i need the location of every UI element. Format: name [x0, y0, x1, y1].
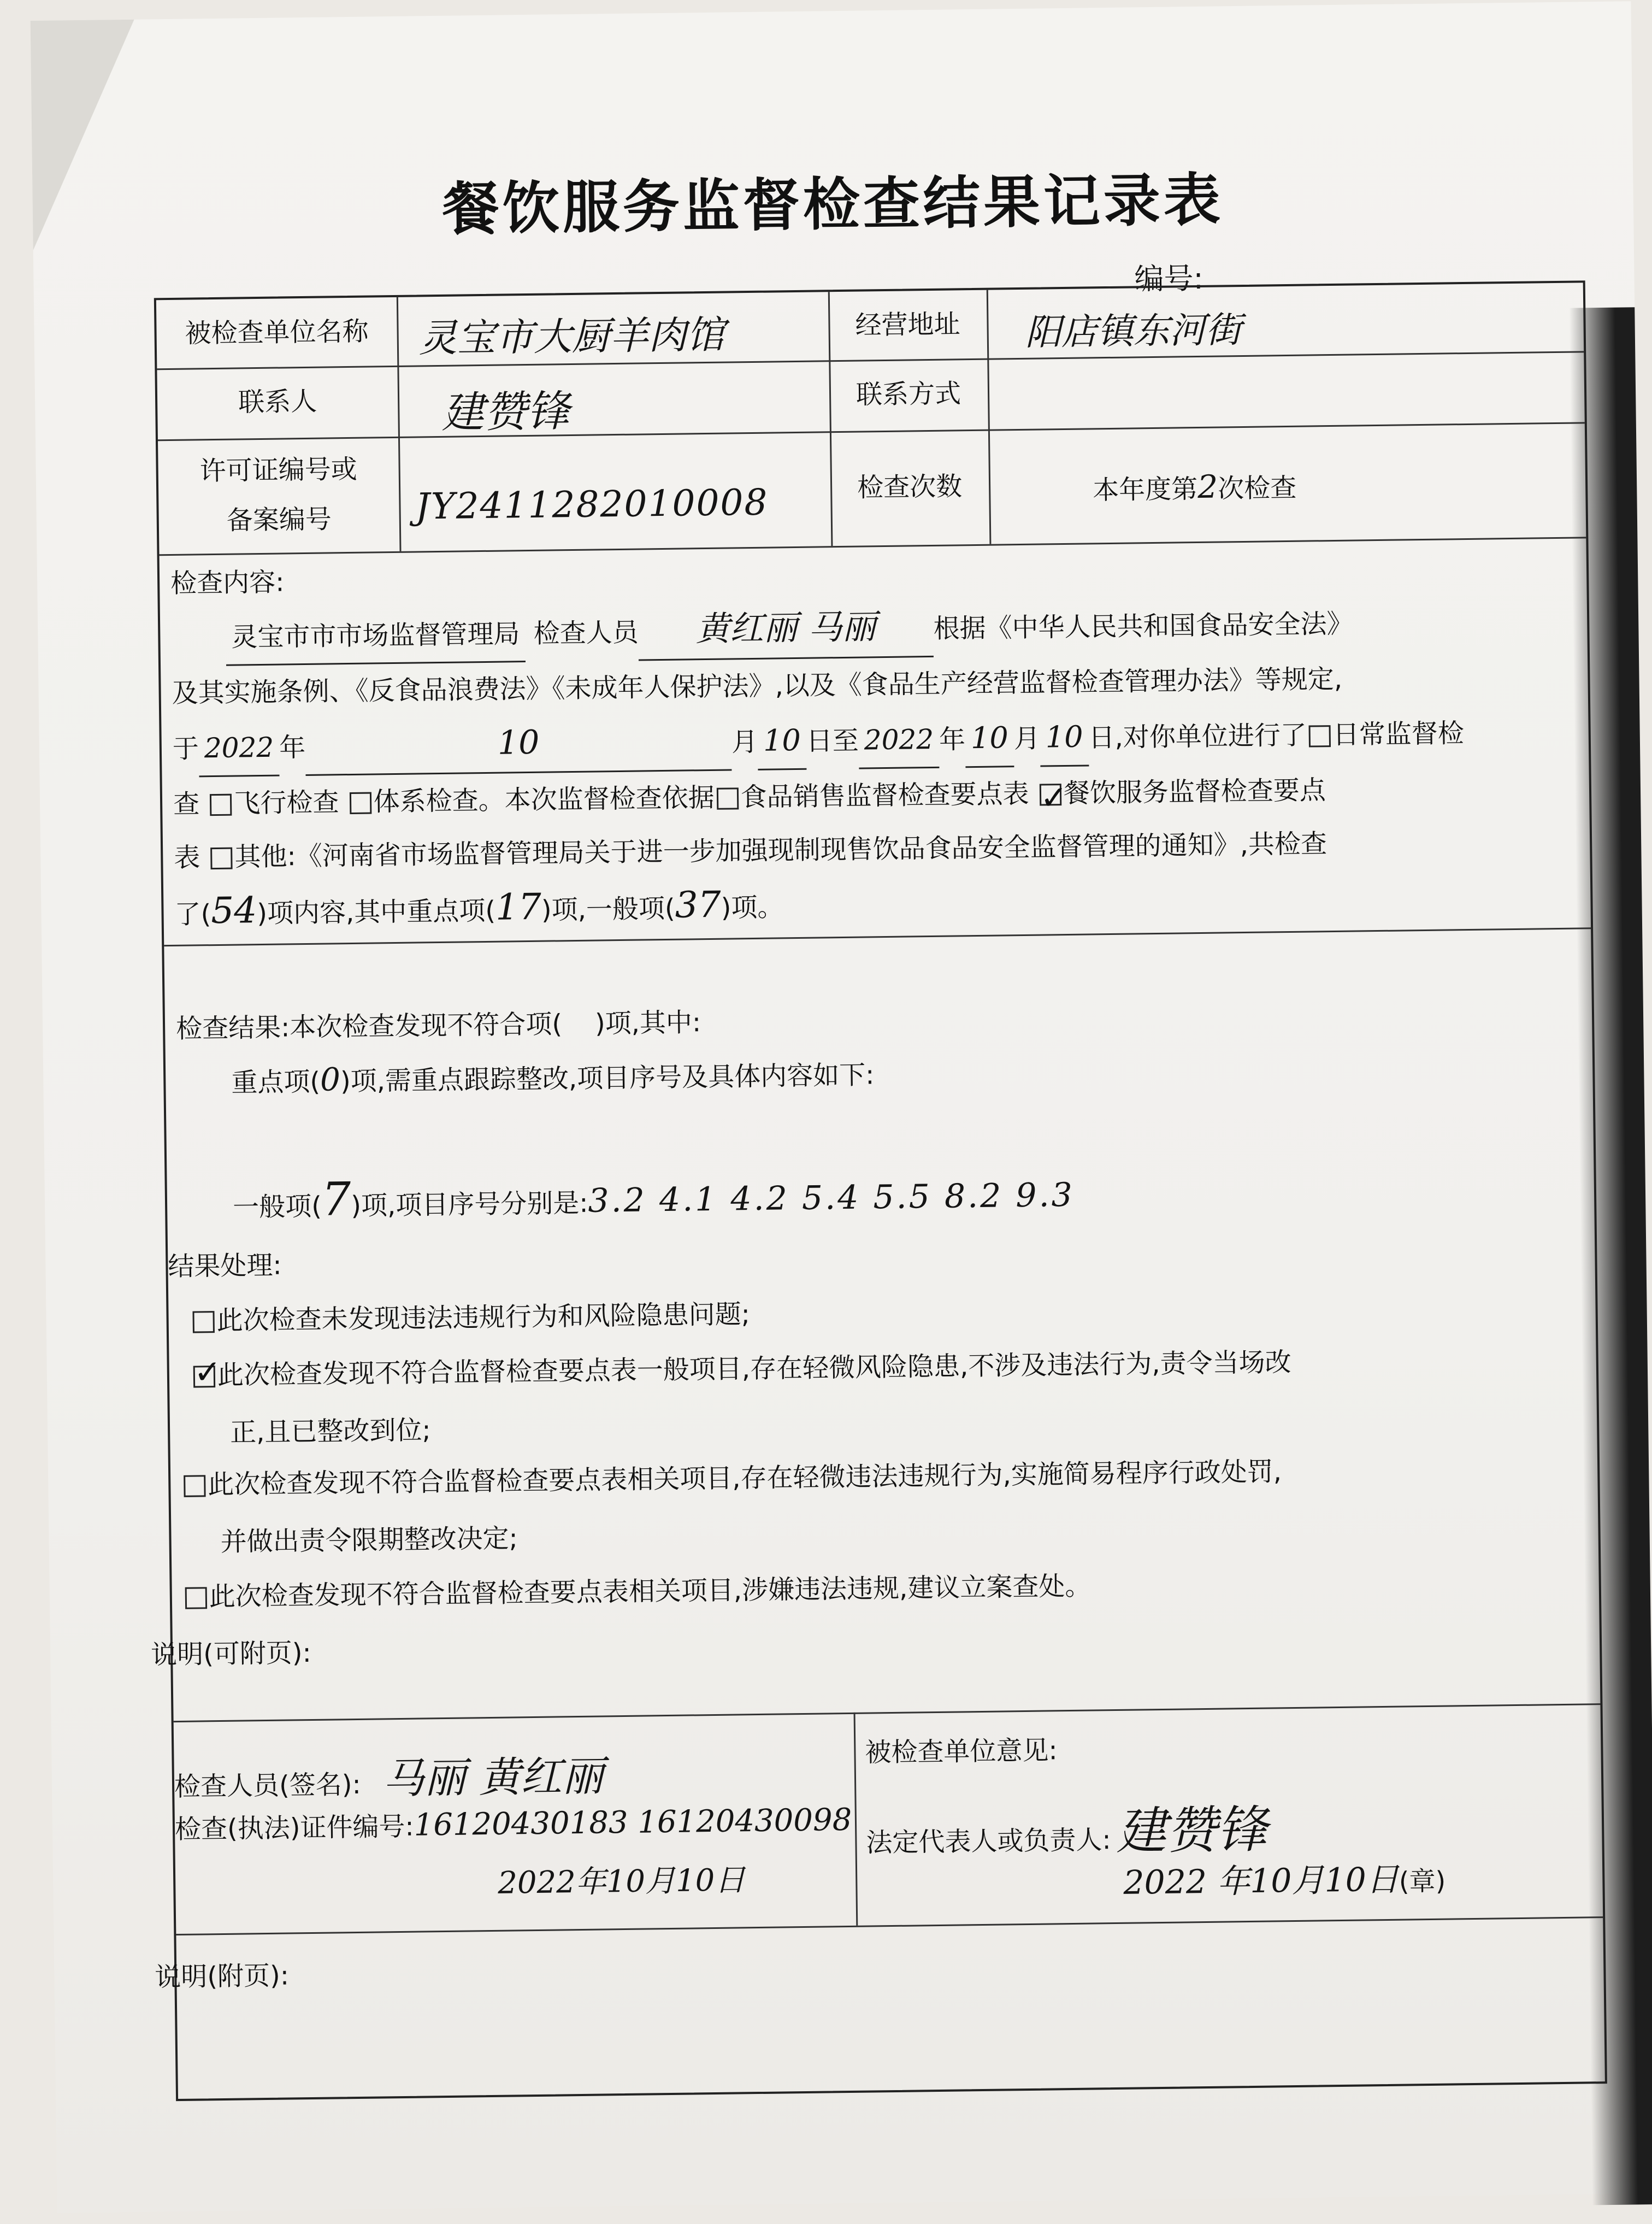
legal-rep-signature: 建赞锋 [1116, 1800, 1268, 1861]
daily-check-label: 日常监督检 [1332, 718, 1465, 751]
content-line1-tail: 根据《中华人民共和国食品安全法》 [933, 608, 1353, 644]
handling-option-2-label: 此次检查发现不符合监督检查要点表一般项目,存在轻微风险隐患,不涉及违法行为,责令当场改 [217, 1347, 1291, 1391]
cert-value: 16120430183 16120430098 [414, 1802, 852, 1843]
end-year-char: 年 [939, 724, 966, 755]
line6-b: )项内容,其中重点项( [256, 895, 496, 929]
food-sale-checkbox[interactable] [716, 787, 738, 809]
legal-rep-label: 法定代表人或负责人: [866, 1825, 1111, 1858]
key-count: 0 [320, 1061, 341, 1098]
key-prefix: 重点项( [231, 1066, 321, 1098]
line6-c: )项,一般项( [541, 893, 676, 926]
date-to: 日至 [806, 725, 859, 757]
handling-option-3-checkbox[interactable] [184, 1475, 205, 1497]
other-checkbox[interactable] [210, 848, 232, 869]
start-day: 10 [763, 722, 801, 758]
content-line-2: 及其实施条例、《反食品浪费法》《未成年人保护法》,以及《食品生产经营监督检查管理办法》等规定, [172, 663, 1343, 709]
date-prefix: 于 [172, 733, 199, 764]
date-tail: 日,对你单位进行了 [1088, 720, 1307, 754]
inspector-signature: 马丽 黄红丽 [382, 1751, 604, 1803]
legal-rep-line [865, 1790, 1267, 1867]
form-title: 餐饮服务监督检查结果记录表 [442, 166, 1224, 243]
inspect-count-label: 检查次数 [857, 471, 963, 504]
unit-name-label: 被检查单位名称 [185, 316, 369, 349]
agency-name: 灵宝市市市场监督管理局 [226, 607, 526, 666]
handling-heading: 结果处理: [168, 1250, 282, 1282]
system-check-checkbox[interactable] [349, 792, 371, 814]
line6-a: 了( [174, 899, 211, 930]
contact-label: 联系人 [238, 386, 317, 418]
daily-check-checkbox[interactable] [1309, 725, 1331, 747]
inspector-date: 2022年10月10日 [497, 1862, 746, 1901]
system-check-label: 体系检查。本次监督检查依据 [373, 782, 715, 817]
end-day: 10 [1045, 719, 1083, 755]
handling-option-4-checkbox[interactable] [185, 1587, 207, 1609]
inspect-count-value: 2 [1197, 468, 1218, 506]
handling-option-2-cont: 正,且已整改到位; [229, 1415, 431, 1448]
catering-label: 餐饮服务监督检查要点 [1063, 775, 1326, 809]
result-note: 说明(可附页): [150, 1637, 312, 1670]
address-label: 经营地址 [855, 309, 960, 341]
end-year: 2022 [864, 723, 934, 756]
end-month-char: 月 [1013, 723, 1041, 755]
seal-label: (章) [1399, 1866, 1446, 1897]
key-tail: )项,需重点跟踪整改,项目序号及具体内容如下: [340, 1060, 875, 1097]
form-number-label: 编号: [1134, 261, 1204, 297]
start-month: 10 [497, 723, 540, 762]
general-mid: )项,项目序号分别是: [350, 1187, 588, 1222]
license-label-line1: 许可证编号或 [199, 454, 358, 487]
handling-option-1 [190, 1293, 750, 1338]
footer-note: 说明(附页): [155, 1960, 290, 1993]
paper-sheet [31, 1, 1652, 2213]
flight-check-label: 飞行检查 [234, 787, 339, 819]
handling-option-3-label: 此次检查发现不符合监督检查要点表相关项目,存在轻微违法违规行为,实施简易程序行政处罚, [208, 1456, 1282, 1501]
other-label: 其他:《河南省市场监督管理局关于进一步加强现制现售饮品食品安全监督管理的通知》,共检查 [234, 828, 1328, 873]
key-items-line [231, 1054, 875, 1099]
inspectors-label: 检查人员 [533, 617, 639, 649]
general-items-line [232, 1163, 1075, 1227]
general-items: 37 [675, 883, 722, 926]
inspect-count-suffix: 次检查 [1217, 472, 1297, 504]
result-heading-tail: )项,其中: [594, 1007, 701, 1039]
start-month-char: 月 [731, 726, 758, 758]
result-heading-text: 检查结果:本次检查发现不符合项( [175, 1009, 563, 1044]
total-items: 54 [210, 889, 257, 932]
result-heading [176, 1001, 701, 1045]
handling-option-2-checkbox[interactable] [193, 1366, 215, 1387]
handling-option-3 [181, 1450, 1282, 1502]
handling-option-1-checkbox[interactable] [192, 1311, 214, 1333]
inspector-sign-line [174, 1743, 604, 1808]
license-label-line2: 备案编号 [226, 504, 332, 536]
general-list: 3.2 4.1 4.2 5.4 5.5 8.2 9.3 [587, 1175, 1075, 1220]
catering-checkbox[interactable] [1040, 784, 1061, 805]
license-value: JY2411282010008 [415, 481, 769, 528]
inspect-count-text [1093, 467, 1297, 507]
end-month: 10 [970, 720, 1009, 756]
handling-option-2 [191, 1341, 1291, 1392]
phone-label: 联系方式 [856, 378, 961, 411]
address-value: 阳店镇东河街 [1025, 309, 1242, 354]
handling-option-1-label: 此次检查未发现违法违规行为和风险隐患问题; [216, 1299, 751, 1337]
line6-d: )项。 [721, 892, 784, 923]
content-paragraph [171, 592, 1573, 942]
unit-date-line [1123, 1853, 1446, 1904]
general-prefix: 一般项( [232, 1191, 322, 1223]
handling-option-3-cont: 并做出责令限期整改决定; [220, 1523, 518, 1558]
start-year: 2022 [204, 731, 274, 764]
food-sale-label: 食品销售监督检查要点表 [740, 778, 1029, 813]
handling-option-4-label: 此次检查发现不符合监督检查要点表相关项目,涉嫌违法违规,建议立案查处。 [209, 1570, 1092, 1613]
handling-option-4 [182, 1565, 1091, 1614]
cert-label: 检查(执法)证件编号: [174, 1811, 415, 1845]
unit-opinion-label: 被检查单位意见: [865, 1735, 1058, 1768]
inspect-count-prefix: 本年度第 [1092, 474, 1198, 506]
unit-date: 2022 年10月10日 [1123, 1860, 1400, 1902]
content-heading: 检查内容: [170, 567, 285, 599]
general-count: 7 [321, 1172, 351, 1226]
key-items: 17 [495, 885, 542, 928]
inspector-sign-label: 检查人员(签名): [174, 1769, 362, 1803]
cert-line [175, 1800, 852, 1846]
line5-prefix: 表 [173, 842, 200, 873]
flight-check-checkbox[interactable] [210, 794, 232, 816]
inspectors-value: 黄红丽 马丽 [695, 607, 876, 649]
inspection-record-form [150, 280, 1607, 2101]
unit-name-value: 灵宝市大厨羊肉馆 [418, 312, 725, 361]
start-year-char: 年 [279, 732, 306, 763]
line4-prefix: 查 [173, 789, 200, 820]
license-label [158, 437, 400, 554]
contact-value: 建赞锋 [441, 387, 570, 438]
